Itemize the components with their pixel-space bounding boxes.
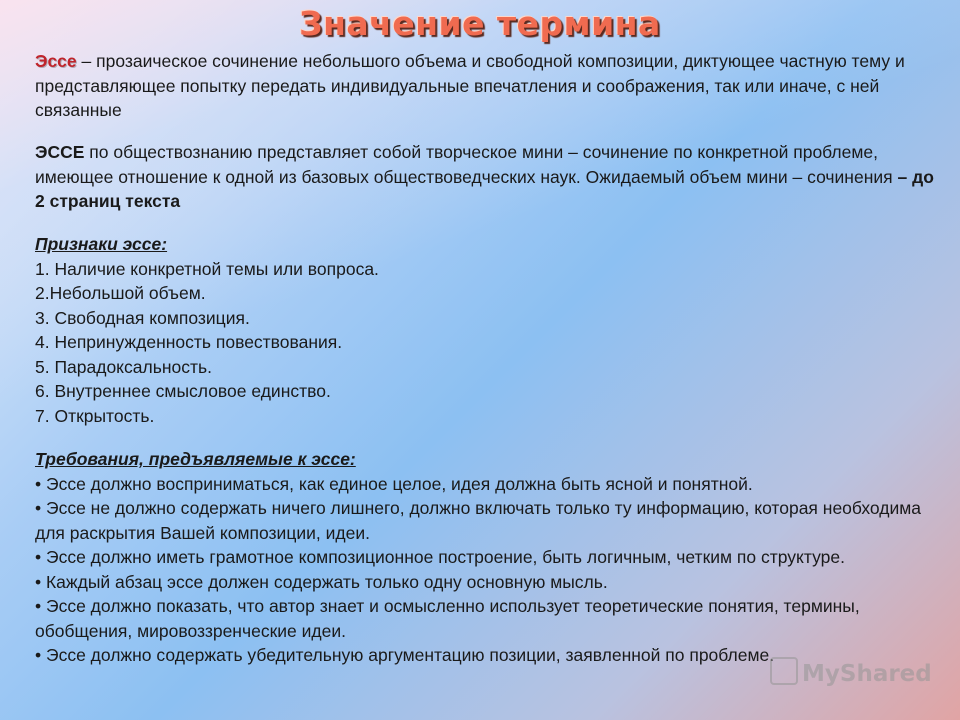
requirements-heading: Требования, предъявляемые к эссе:	[35, 449, 356, 469]
watermark-text: MyShared	[802, 661, 932, 687]
slide-title: Значение термина	[299, 4, 661, 43]
signs-item: 1. Наличие конкретной темы или вопроса.	[35, 258, 379, 279]
term-essay: Эссе	[35, 51, 77, 71]
signs-item: 7. Открытость.	[35, 405, 155, 426]
social-studies-text: по обществознанию представляет собой творческое мини – сочинение по конкретной проблеме, имеющее отношение к одной из базовых обществоведческих наук. Ожидаемый объем мини – сочинения	[35, 142, 898, 187]
requirements-item: • Эссе должно показать, что автор знает и осмысленно использует теоретические понятия, термины, обобщения, мировоззренческие идеи.	[35, 596, 860, 641]
social-studies-paragraph	[35, 140, 940, 214]
definition-paragraph	[35, 49, 940, 123]
presentation-icon	[770, 657, 798, 685]
definition-text: – прозаическое сочинение небольшого объема и свободной композиции, диктующее частную тему и представляющее попытку передать индивидуальные впечатления и соображения, так или иначе, с ней связанные	[35, 51, 905, 120]
requirements-section	[35, 447, 945, 668]
signs-item: 6. Внутреннее смысловое единство.	[35, 381, 331, 401]
volume-highlight: – до 2 страниц текста	[35, 166, 934, 211]
requirements-item: • Эссе не должно содержать ничего лишнего, должно включать только ту информацию, которая необходима для раскрытия Вашей композиции, идеи.	[35, 498, 921, 543]
signs-item: 5. Парадоксальность.	[35, 356, 212, 377]
signs-section	[35, 232, 945, 428]
term-essay-caps: ЭССЕ	[35, 142, 85, 162]
signs-item: 3. Свободная композиция.	[35, 307, 250, 328]
signs-heading: Признаки эссе:	[35, 234, 168, 254]
signs-item: 2.Небольшой объем.	[35, 283, 206, 303]
watermark-logo	[770, 657, 932, 687]
requirements-item: • Эссе должно восприниматься, как единое целое, идея должна быть ясной и понятной.	[35, 473, 753, 494]
requirements-item: • Эссе должно иметь грамотное композиционное построение, быть логичным, четким по структуре.	[35, 547, 845, 567]
requirements-item: • Эссе должно содержать убедительную аргументацию позиции, заявленной по проблеме.	[35, 645, 775, 665]
signs-item: 4. Непринужденность повествования.	[35, 332, 343, 352]
requirements-item: • Каждый абзац эссе должен содержать только одну основную мысль.	[35, 571, 608, 592]
